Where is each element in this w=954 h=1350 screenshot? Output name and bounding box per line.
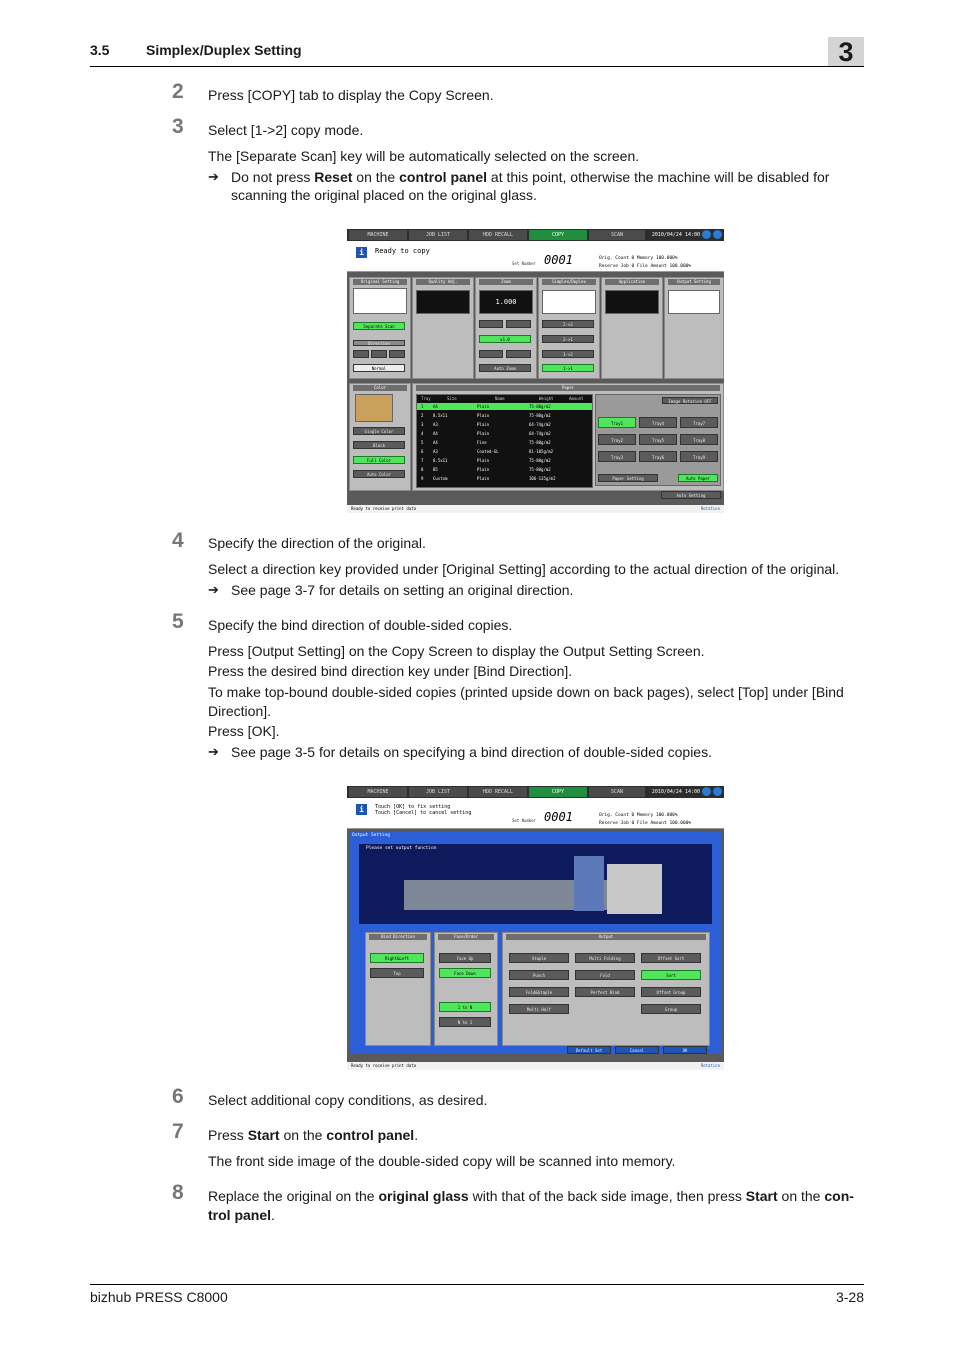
panel-title: Output [506, 934, 706, 940]
table-cell: 64-74g/m2 [529, 422, 551, 427]
panel-title[interactable]: Original Setting [353, 279, 407, 285]
separate-scan-key[interactable]: Separate Scan [353, 322, 405, 330]
output-key[interactable]: Multi Folding [575, 953, 635, 963]
table-row[interactable] [417, 475, 592, 482]
right-left-key[interactable]: Right&Left [370, 953, 424, 963]
printer-illustration [574, 856, 604, 911]
application-panel [601, 277, 663, 379]
arrow-icon: ➔ [208, 582, 219, 597]
panel-title[interactable]: Output Setting [668, 279, 720, 285]
help-icon[interactable] [702, 230, 711, 239]
section-title: Simplex/Duplex Setting [146, 42, 302, 58]
output-key[interactable]: Offset Sort [641, 953, 701, 963]
duplex-2-1-key[interactable]: 2->1 [542, 335, 594, 343]
duplex-1-1-key[interactable]: 1->1 [542, 364, 594, 372]
table-cell: 6 [421, 449, 424, 454]
table-row[interactable] [417, 448, 592, 455]
product-name: bizhub PRESS C8000 [90, 1289, 228, 1305]
table-cell: 81-105g/m2 [529, 449, 554, 454]
tray-key[interactable]: Tray3 [598, 451, 636, 462]
n-to-one-key[interactable]: N to 1 [439, 1017, 491, 1027]
tab-machine[interactable]: MACHINE [349, 230, 407, 240]
tray-key[interactable]: Tray9 [680, 451, 718, 462]
output-setting-window [349, 832, 722, 1054]
tab-copy[interactable]: COPY [529, 787, 587, 797]
panel-title: Face/Order [438, 934, 494, 940]
output-key[interactable]: Fold&Staple [509, 987, 569, 997]
table-row[interactable] [417, 412, 592, 419]
datetime: 2010/04/24 14:00 [651, 232, 700, 238]
status-bar: Ready to receive print data [347, 1062, 724, 1070]
panel-title: Paper [416, 385, 720, 391]
single-color-key[interactable]: Single Color [353, 427, 405, 435]
step-number: 3 [172, 115, 184, 138]
table-cell: 75-80g/m2 [529, 413, 551, 418]
zoom-plus-key[interactable] [506, 320, 531, 328]
set-number-label: Set Number [512, 261, 537, 266]
table-cell: A3 [433, 422, 438, 427]
zoom-panel [475, 277, 537, 379]
info-icon: i [356, 804, 367, 815]
step-number: 8 [172, 1181, 184, 1204]
one-to-n-key[interactable]: 1 to N [439, 1002, 491, 1012]
section-number: 3.5 [90, 42, 110, 58]
panel-title: Bind Direction [369, 934, 427, 940]
paper-feeder-illustration [607, 864, 662, 914]
table-cell: Plain [477, 413, 490, 418]
step-number: 2 [172, 80, 184, 103]
output-key[interactable]: Punch [509, 970, 569, 980]
step-body: Press the desired bind direction key under [Bind Direction]. [208, 663, 573, 679]
zoom-x1-key[interactable]: x1.0 [479, 335, 531, 343]
table-cell: B5 [433, 467, 438, 472]
tab-bar [347, 786, 724, 798]
table-cell: A4 [433, 431, 438, 436]
help-icon[interactable] [702, 787, 711, 796]
step-text: Select additional copy conditions, as desired. [208, 1092, 488, 1108]
panel-title[interactable]: Zoom [479, 279, 533, 285]
tab-scan[interactable]: SCAN [589, 230, 645, 240]
tray-key[interactable]: Tray6 [639, 451, 677, 462]
step-note: See page 3-7 for details on setting an original direction. [231, 582, 574, 598]
step-note: See page 3-5 for details on specifying a bind direction of double-sided copies. [231, 744, 712, 760]
table-cell: Custom [433, 476, 448, 481]
arrow-icon: ➔ [208, 169, 219, 184]
table-cell: 8 [421, 467, 424, 472]
counters: Orig. Count 0 Memory 100.000% Reserve Job 0 File Amount 100.000% [599, 256, 692, 269]
step-body: The front side image of the double-sided copy will be scanned into memory. [208, 1153, 676, 1169]
table-cell: 1 [421, 404, 424, 409]
step-text: Press Start on the control panel. [208, 1127, 419, 1143]
table-cell: 8.5x11 [433, 413, 448, 418]
step-text: Press [COPY] tab to display the Copy Screen. [208, 87, 494, 103]
output-setting-panel [664, 277, 724, 379]
tray-area [595, 394, 721, 486]
table-cell: 2 [421, 413, 424, 418]
tab-copy[interactable]: COPY [529, 230, 587, 240]
tab-hdd-recall[interactable]: HDD RECALL [469, 787, 527, 797]
zoom-value: 1.000 [479, 290, 533, 314]
table-cell: Plain [477, 458, 490, 463]
table-cell: 64-74g/m2 [529, 431, 551, 436]
arrow-icon: ➔ [208, 744, 219, 759]
cancel-button[interactable]: Cancel [615, 1046, 659, 1054]
output-key[interactable]: Sort [641, 970, 701, 980]
table-cell: 75-80g/m2 [529, 440, 551, 445]
table-row[interactable] [417, 421, 592, 428]
tab-hdd-recall[interactable]: HDD RECALL [469, 230, 527, 240]
output-key[interactable]: Offset Group [641, 987, 701, 997]
message-text: Touch [OK] to fix setting Touch [Cancel] to cancel setting [375, 804, 472, 816]
quality-adj-panel [412, 277, 474, 379]
direction-key-1[interactable] [353, 350, 369, 358]
duplex-2-2-key[interactable]: 2->2 [542, 320, 594, 328]
simplex-duplex-panel [538, 277, 600, 379]
step-number: 6 [172, 1085, 184, 1108]
paper-table-header: Tray Size Name Weight Amount [421, 396, 584, 401]
auto-color-key[interactable]: Auto Color [353, 470, 405, 478]
table-cell: 8.5x11 [433, 458, 448, 463]
table-cell: 5 [421, 440, 424, 445]
face-order-panel [434, 932, 498, 1046]
original-icon [353, 288, 407, 314]
prompt-text: Please set output function [366, 846, 437, 851]
zoom-minus-key[interactable] [479, 320, 503, 328]
panel-title[interactable]: Simplex/Duplex [542, 279, 596, 285]
tray-key[interactable]: Tray7 [680, 417, 718, 428]
table-cell: Plain [477, 467, 490, 472]
black-key[interactable]: Black [353, 441, 405, 449]
paper-setting-key[interactable]: Paper Setting [598, 474, 658, 482]
normal-key[interactable]: Normal [353, 364, 405, 372]
table-cell: A3 [433, 449, 438, 454]
page-number: 3-28 [835, 1289, 864, 1305]
panel-title: Color [353, 385, 407, 391]
tab-machine[interactable]: MACHINE [349, 787, 407, 797]
settings-icon[interactable] [713, 787, 722, 796]
table-row[interactable] [417, 466, 592, 473]
set-number-value: 0001 [544, 253, 573, 267]
step-text: Replace the original on the original glass with that of the back side image, then press Start on the con-trol panel. [208, 1188, 854, 1223]
message-area [347, 798, 724, 829]
counters: Orig. Count 0 Memory 100.000% Reserve Job 0 File Amount 100.000% [599, 813, 692, 826]
table-cell: A4 [433, 404, 438, 409]
color-preview [355, 394, 393, 422]
direction-key-3[interactable] [389, 350, 405, 358]
default-set-button[interactable]: Default Set [567, 1046, 611, 1054]
step-number: 5 [172, 610, 184, 633]
table-cell: Fine [477, 440, 487, 445]
set-number-value: 0001 [544, 810, 573, 824]
message-text: Ready to copy [375, 247, 430, 255]
table-cell: Plain [477, 476, 490, 481]
paper-table [416, 394, 593, 488]
tab-scan[interactable]: SCAN [589, 787, 645, 797]
auto-setting-key[interactable]: Auto Setting [661, 491, 721, 499]
table-cell: 9 [421, 476, 424, 481]
table-cell: 7 [421, 458, 424, 463]
direction-key-2[interactable] [371, 350, 387, 358]
message-area [347, 241, 724, 272]
zoom-preset-key-1[interactable] [479, 350, 503, 358]
rotation-link[interactable]: Rotation [700, 1063, 720, 1068]
table-cell: 75-80g/m2 [529, 467, 551, 472]
paper-panel [412, 383, 724, 491]
table-row[interactable] [417, 430, 592, 437]
datetime: 2010/04/24 14:00 [651, 789, 700, 795]
tab-bar [347, 229, 724, 241]
output-preview [668, 290, 720, 314]
zoom-preset-key-2[interactable] [506, 350, 531, 358]
full-color-key[interactable]: Full Color [353, 456, 405, 464]
step-body: Press [OK]. [208, 723, 280, 739]
table-cell: 4 [421, 431, 424, 436]
set-number-label: Set Number [512, 818, 537, 823]
step-body: To make top-bound double-sided copies (printed upside down on back pages), select [Top] under [Bind Direction]. [208, 684, 844, 719]
tray-key[interactable]: Tray5 [639, 434, 677, 445]
step-body: Press [Output Setting] on the Copy Screen to display the Output Setting Screen. [208, 643, 705, 659]
table-cell: Coated-GL [477, 449, 499, 454]
face-down-key[interactable]: Face Down [439, 968, 491, 978]
direction-label: Direction [353, 340, 405, 346]
step-text: Specify the direction of the original. [208, 535, 426, 551]
step-text: Select [1->2] copy mode. [208, 122, 364, 138]
table-row[interactable] [417, 457, 592, 464]
tray-key[interactable]: Tray2 [598, 434, 636, 445]
output-setting-screenshot [347, 786, 724, 1070]
output-key[interactable]: Group [641, 1004, 701, 1014]
status-bar: Ready to receive print data [347, 505, 724, 513]
top-key[interactable]: Top [370, 968, 424, 978]
quality-preview [416, 290, 470, 314]
application-preview [605, 290, 659, 314]
duplex-preview [542, 290, 596, 314]
panel-title[interactable]: Quality Adj. [416, 279, 470, 285]
auto-paper-key[interactable]: Auto Paper [678, 474, 718, 482]
table-cell: Plain [477, 431, 490, 436]
duplex-1-2-key[interactable]: 1->2 [542, 350, 594, 358]
tray-key[interactable]: Tray4 [639, 417, 677, 428]
table-cell: 106-135g/m2 [529, 476, 556, 481]
table-cell: 3 [421, 422, 424, 427]
output-key[interactable]: Perfect Bind [575, 987, 635, 997]
page-header [90, 37, 864, 67]
copy-screen-screenshot [347, 229, 724, 513]
face-up-key[interactable]: Face Up [439, 953, 491, 963]
settings-icon[interactable] [713, 230, 722, 239]
step-note: Do not press Reset on the control panel at this point, otherwise the machine will be disabled for scanning the original placed on the original glass. [231, 169, 830, 203]
machine-diagram [359, 844, 712, 924]
image-rotation-key[interactable]: Image Rotation OFF [662, 397, 718, 404]
bind-direction-panel [365, 932, 431, 1046]
info-icon: i [356, 247, 367, 258]
output-key[interactable]: Fold [575, 970, 635, 980]
window-title: Output Setting [352, 833, 390, 838]
step-body: The [Separate Scan] key will be automatically selected on the screen. [208, 148, 640, 164]
output-key[interactable]: Staple [509, 953, 569, 963]
table-cell: 75-80g/m2 [529, 458, 551, 463]
tray-key[interactable]: Tray8 [680, 434, 718, 445]
tab-job-list[interactable]: JOB LIST [409, 230, 467, 240]
table-cell: A4 [433, 440, 438, 445]
rotation-link[interactable]: Rotation [700, 506, 720, 511]
color-panel [349, 383, 411, 491]
table-cell: 75-80g/m2 [529, 404, 551, 409]
page-footer [90, 1284, 864, 1305]
step-text: Specify the bind direction of double-sided copies. [208, 617, 513, 633]
table-row[interactable] [417, 403, 592, 410]
table-cell: Plain [477, 404, 490, 409]
table-row[interactable] [417, 439, 592, 446]
table-cell: Plain [477, 422, 490, 427]
original-setting-panel [349, 277, 411, 379]
tab-job-list[interactable]: JOB LIST [409, 787, 467, 797]
ok-button[interactable]: OK [663, 1046, 707, 1054]
step-number: 7 [172, 1120, 184, 1143]
panel-title[interactable]: Application [605, 279, 659, 285]
tray-key[interactable]: Tray1 [598, 417, 636, 428]
auto-zoom-key[interactable]: Auto Zoom [479, 364, 531, 372]
output-panel [502, 932, 710, 1046]
chapter-badge: 3 [828, 37, 864, 66]
output-key[interactable]: Multi Half [509, 1004, 569, 1014]
step-body: Select a direction key provided under [Original Setting] according to the actual direction of the original. [208, 561, 840, 577]
step-number: 4 [172, 529, 184, 552]
